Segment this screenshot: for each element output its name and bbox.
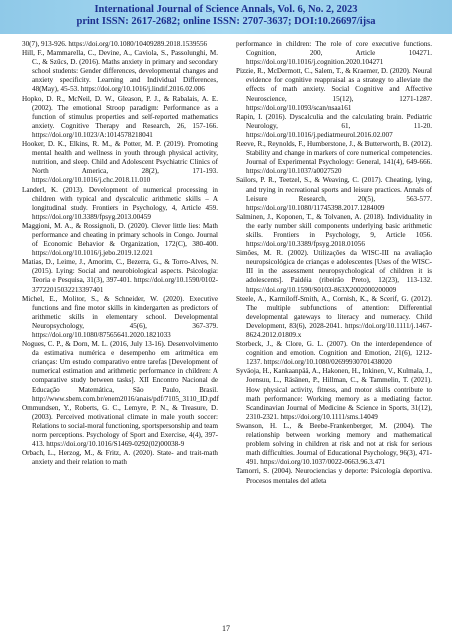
reference-entry: Hooker, D. K., Elkins, R. M., & Potter, M. P. (2019). Promoting mental health and wellness in youth through physical activity, nutrition, and sleep. Child and Adolescent Psychiatric Clinics of North America, 28(2), 171-193. https://doi.org/10.1016/j.chc.2018.11.010 [22, 140, 218, 185]
reference-entry: Landerl, K. (2013). Development of numerical processing in children with typical and dyscalculic arithmetic skills – A longitudinal study. Frontiers in Psychology, 4, Article 459. https://doi.org/10.3389/fpsyg.2013.00459 [22, 185, 218, 221]
reference-entry: Michel, E., Molitor, S., & Schneider, W. (2020). Executive functions and fine motor skills in kindergarten as predictors of arithmetic skills in elementary school. Developmental Neuropsychology, 45(6), 367-379. https://doi.org/10.1080/87565641.2020.1821033 [22, 294, 218, 339]
reference-entry: Storbeck, J., & Clore, G. L. (2007). On the interdependence of cognition and emotion. Cognition and Emotion, 21(6), 1212-1237. https://doi.org/10.1080/02699930701438020 [236, 340, 432, 367]
references-right-column [236, 40, 432, 486]
reference-entry: Hopko, D. R., McNeil, D. W., Gleason, P. J., & Rabalais, A. E. (2002). The emotional Stroop paradigm: Performance as a function of stimulus properties and self-reported mathematics anxiety. Cognitive Therapy and Research, 26, 157-166. https://doi.org/10.1023/A:1014578218041 [22, 94, 218, 139]
journal-header-banner [0, 0, 452, 34]
journal-issn-line: print ISSN: 2617-2682; online ISSN: 2707-3637; DOI:10.26697/ijsa [76, 16, 376, 27]
reference-entry: Syväoja, H., Kankaanpää, A., Hakonen, H., Inkinen, V., Kulmala, J., Joensuu, L., Räsänen, P., Hillman, C., & Tammelin, T. (2021). How physical activity, fitness, and motor skills contribute to math performance: Working memory as a mediating factor. Scandinavian Journal of Medicine & Science in Sports, 31(12), 2310-2321. https://doi.org/10.1111/sms.14049 [236, 367, 432, 421]
reference-entry: Pizzie, R., McDermott, C., Salem, T., & Kraemer, D. (2020). Neural evidence for cognitive reappraisal as a strategy to alleviate the effects of math anxiety. Social Cognitive and Affective Neuroscience, 15(12), 1271-1287. https://doi.org/10.1093/scan/nsaa161 [236, 67, 432, 112]
page-number: 17 [222, 624, 230, 633]
reference-entry: performance in children: The role of core executive functions. Cognition, 200, Article 104271. https://doi.org/10.1016/j.cognition.2020.104271 [236, 40, 432, 67]
reference-entry: Simões, M. R. (2002). Utilizações da WISC-III na avaliação neuropsicológica de crianças e adolescentes [Uses of the WISC-III in the assessment neuropsychological of children it is adolescents]. Paidéia (ribeirão Preto), 12(23), 113-132. https://doi.org/10.1590/S0103-863X2002000200009 [236, 249, 432, 294]
reference-entry: Swanson, H. L., & Beebe-Frankenberger, M. (2004). The relationship between working memory and mathematical problem solving in children at risk and not at risk for serious math difficulties. Journal of Educational Psychology, 96(3), 471-491. https://doi.org/10.1037/0022-0663.96.3.471 [236, 421, 432, 467]
references-left-column [22, 40, 218, 467]
reference-entry: Matias, D., Leime, J., Amorim, C., Bezerra, G., & Torro-Alves, N. (2015). Lying: Social and neurobiological aspects. Psicologia: Teoria e Pesquisa, 31(3), 397-401. https://doi.org/10.1590/0102-37722015032213397401 [22, 258, 218, 294]
reference-entry: Salminen, J., Koponen, T., & Tolvanen, A. (2018). Individuality in the early number skill components underlying basic arithmetic skills. Frontiers in Psychology, 9, Article 1056. https://doi.org/10.3389/fpsyg.2018.01056 [236, 212, 432, 249]
reference-entry: Orbach, L., Herzog, M., & Fritz, A. (2020). State- and trait-math anxiety and their relation to math [22, 449, 218, 467]
reference-entry: Steele, A., Karmiloff-Smith, A., Cornish, K., & Scerif, G. (2012). The multiple subfunctions of attention: Differential developmental gateways to literacy and numeracy. Child Development, 83(6), 2028-2041. https://doi.org/10.1111/j.1467-8624.2012.01809.x [236, 294, 432, 339]
journal-title-line: International Journal of Science Annals, Vol. 6, No. 2, 2023 [94, 4, 358, 15]
reference-entry: Nogues, C. P., & Dorn, M. L. (2016, July 13-16). Desenvolvimento da estimativa numérica e desempenho em aritmética em crianças: Um estudo comparativo entre tarefas [Development of numerical estimation and arithmetic performance in children: A comparative study between tasks]. XII Encontro Nacional de Educação Matemática, São Paulo, Brasil. http://www.sbem.com.br/enem2016/anais/pdf/7105_3110_ID.pdf [22, 340, 219, 403]
reference-entry: Hill, F., Mammarella, C., Devine, A., Caviola, S., Passolunghi, M. C., & Szűcs, D. (2016). Maths anxiety in primary and secondary school students: Gender differences, developmental changes and anxiety specificity. Learning and Individual Differences, 48(May), 45-53. https://doi.org/10.1016/j.lindif.2016.02.006 [22, 49, 218, 94]
reference-entry: Tamorri, S. (2004). Neurociencias y deporte: Psicología deportiva. Procesos mentales del atleta [236, 467, 432, 485]
reference-entry: Sailors, P. R., Teetzel, S., & Weaving, C. (2017). Cheating, lying, and trying in recreational sports and leisure practices. Annals of Leisure Research, 20(5), 563-577. https://doi.org/10.1080/11745398.2017.1284009 [236, 176, 432, 212]
reference-entry: Rapin, I. (2016). Dyscalculia and the calculating brain. Pediatric Neurology, 61, 11-20. https://doi.org/10.1016/j.pediatrneurol.2016.02.007 [236, 112, 432, 139]
reference-entry: Reeve, R., Reynolds, F., Humberstone, J., & Butterworth, B. (2012). Stability and change in markers of core numerical competencies. Journal of Experimental Psychology: General, 141(4), 649-666. https://doi.org/10.1037/a0027520 [236, 140, 432, 176]
reference-entry: 30(7), 913-926. https://doi.org/10.1080/10409289.2018.1539556 [22, 40, 208, 48]
reference-entry: Ommundsen, Y., Roberts, G. C., Lemyre, P. N., & Treasure, D. (2003). Perceived motivational climate in male youth soccer: Relations to social-moral functioning, sportspersonship and team norm perceptions. Psychology of Sport and Exercise, 4(4), 397-413. https://doi.org/10.1016/S1469-0292(02)00038-9 [22, 403, 218, 449]
reference-entry: Maggioni, M. A., & Rossignoli, D. (2020). Clever little lies: Math performance and cheating in primary schools in Congo. Journal of Economic Behavior & Organization, 172(C), 380-400. https://doi.org/10.1016/j.jebo.2019.12.021 [22, 221, 218, 258]
